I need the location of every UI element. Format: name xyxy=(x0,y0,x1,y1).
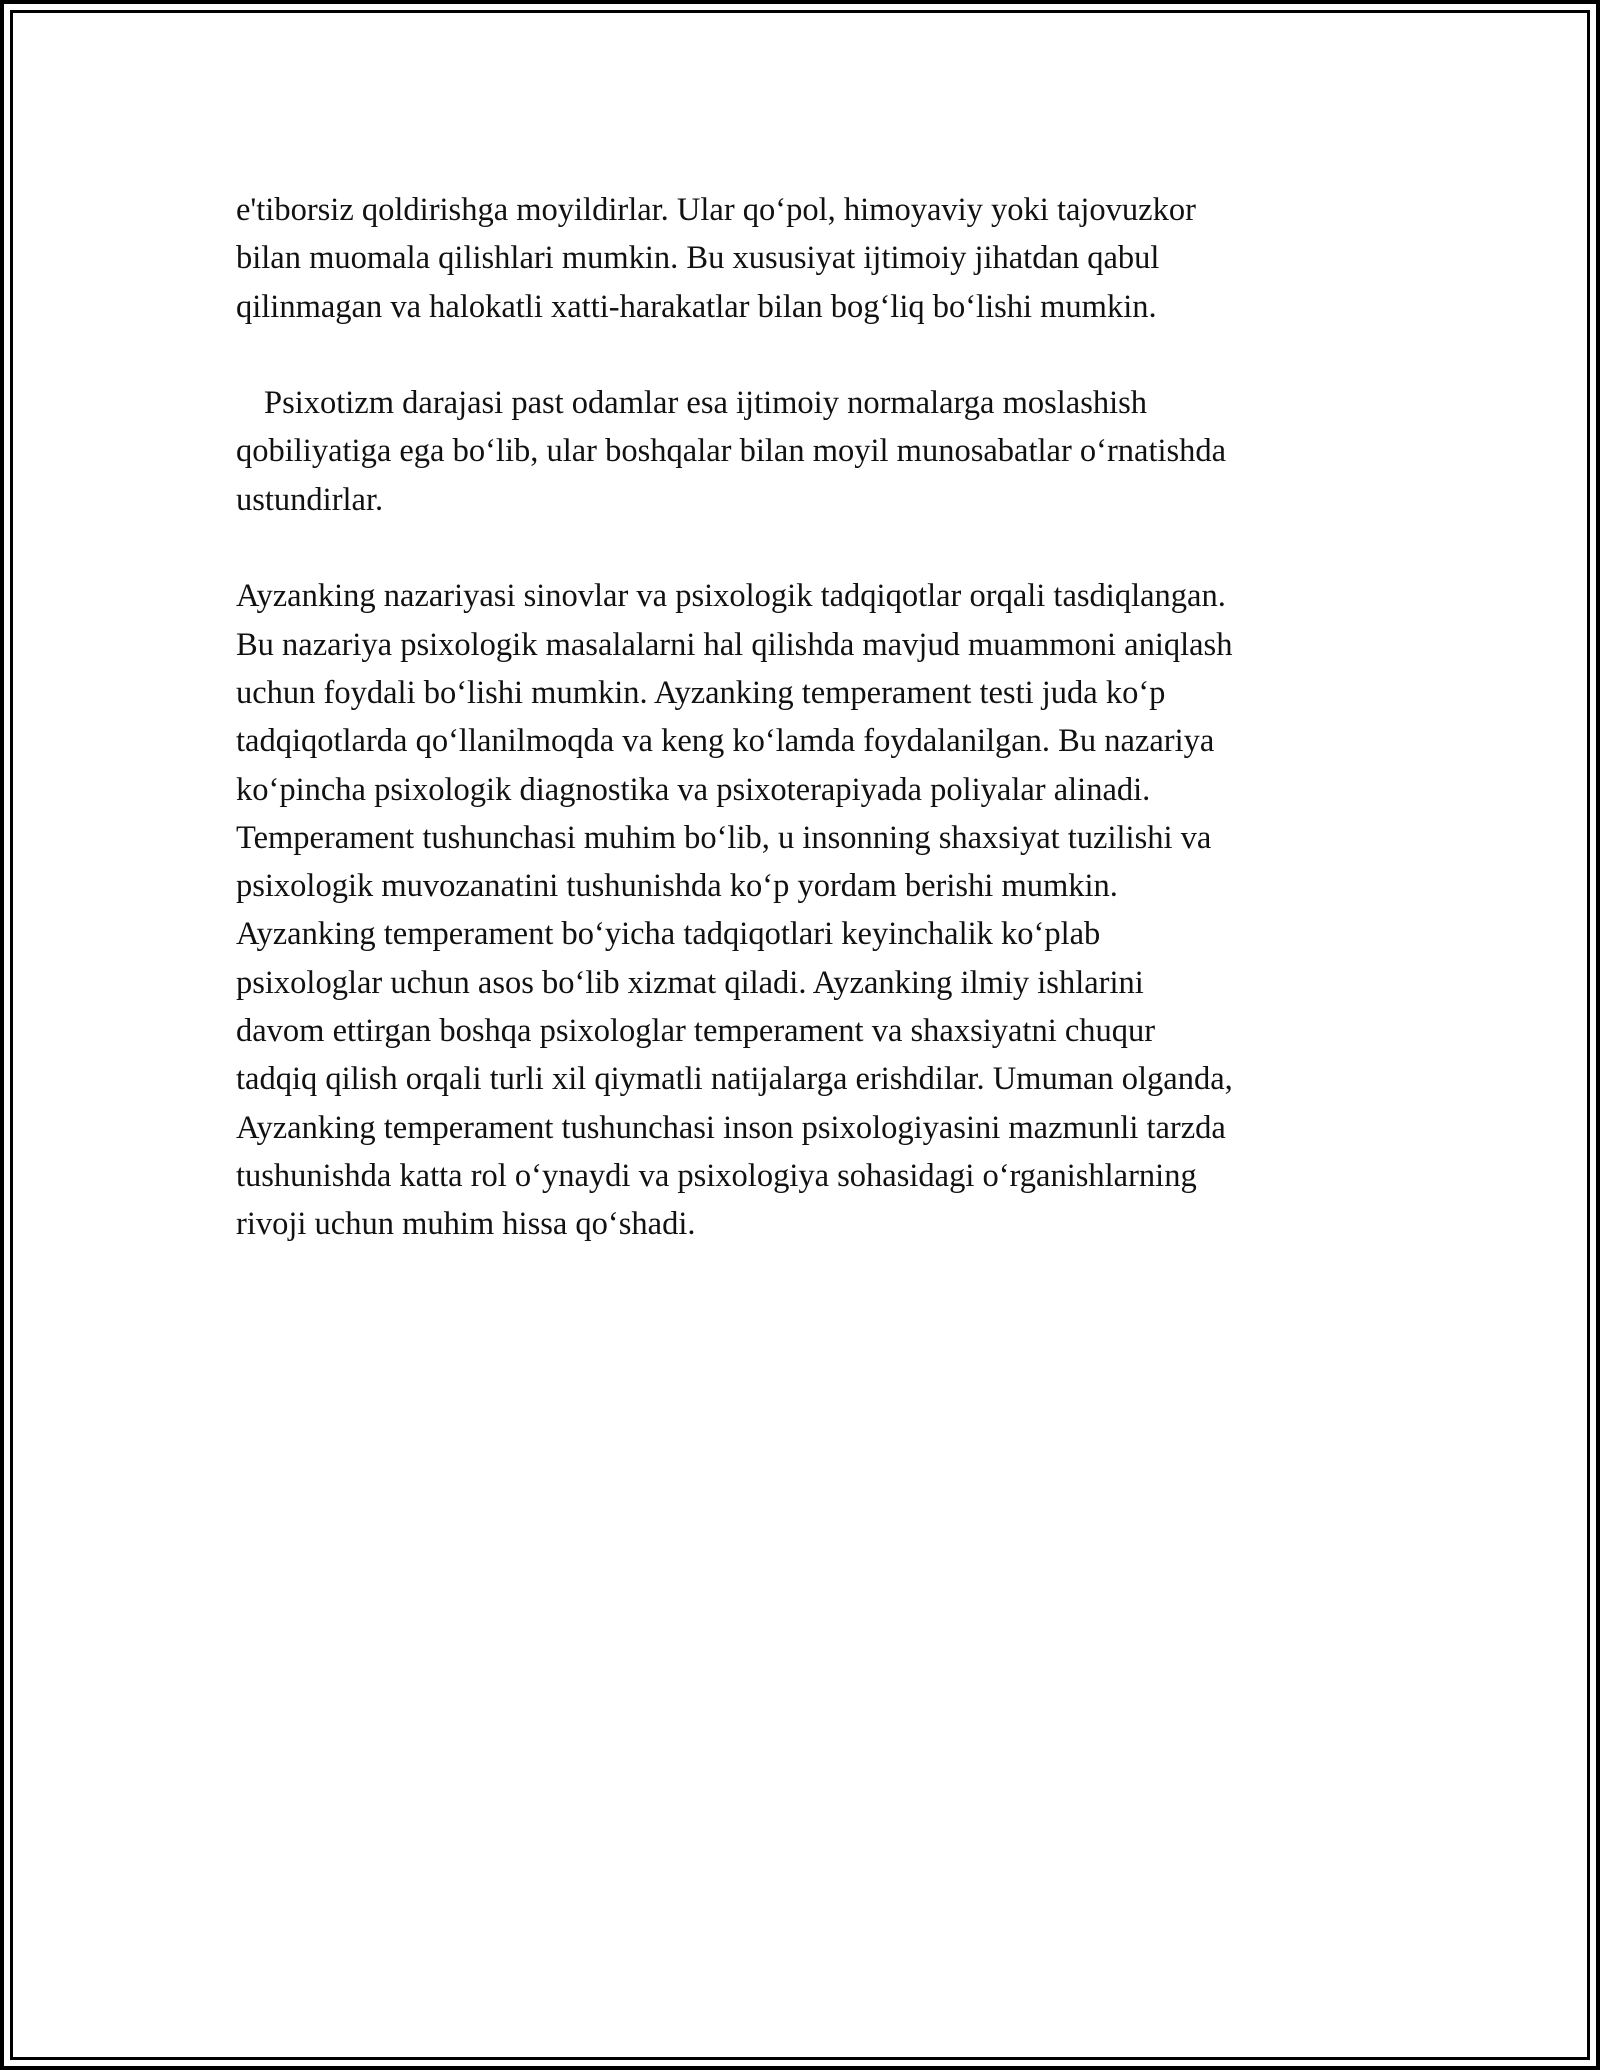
paragraph-1 xyxy=(236,186,1376,331)
text-line: uchun foydali bo‘lishi mumkin. Ayzanking temperament testi juda ko‘p xyxy=(236,674,1166,711)
paragraph-spacer xyxy=(236,331,1376,379)
text-line: ustundirlar. xyxy=(236,481,384,518)
text-line: davom ettirgan boshqa psixologlar temperament va shaxsiyatni chuqur xyxy=(236,1013,1156,1050)
text-line: Psixotizm darajasi past odamlar esa ijtimoiy normalarga moslashish xyxy=(264,385,1148,422)
paragraph-3 xyxy=(236,572,1376,1248)
text-line: psixologik muvozanatini tushunishda ko‘p yordam berishi mumkin. xyxy=(236,868,1118,905)
text-line: rivoji uchun muhim hissa qo‘shadi. xyxy=(236,1206,696,1243)
paragraph-2 xyxy=(236,379,1376,524)
text-line: Bu nazariya psixologik masalalarni hal qilishda mavjud muammoni aniqlash xyxy=(236,626,1233,663)
paragraph-spacer xyxy=(236,524,1376,572)
text-line: qobiliyatiga ega bo‘lib, ular boshqalar bilan moyil munosabatlar o‘rnatishda xyxy=(236,433,1227,470)
text-line: bilan muomala qilishlari mumkin. Bu xususiyat ijtimoiy jihatdan qabul xyxy=(236,240,1160,277)
text-line: tadqiqotlarda qo‘llanilmoqda va keng ko‘lamda foydalanilgan. Bu nazariya xyxy=(236,723,1215,760)
text-line: ko‘pincha psixologik diagnostika va psixoterapiyada poliyalar alinadi. xyxy=(236,771,1151,808)
text-line: Ayzanking temperament tushunchasi inson psixologiyasini mazmunli tarzda xyxy=(236,1109,1226,1146)
text-line: psixologlar uchun asos bo‘lib xizmat qiladi. Ayzanking ilmiy ishlarini xyxy=(236,964,1144,1001)
text-line: tushunishda katta rol o‘ynaydi va psixologiya sohasidagi o‘rganishlarning xyxy=(236,1157,1197,1194)
text-line: qilinmagan va halokatli xatti-harakatlar bilan bog‘liq bo‘lishi mumkin. xyxy=(236,288,1157,325)
text-line: Ayzanking temperament bo‘yicha tadqiqotlari keyinchalik ko‘plab xyxy=(236,916,1101,953)
text-line: tadqiq qilish orqali turli xil qiymatli natijalarga erishdilar. Umuman olganda, xyxy=(236,1061,1233,1098)
text-line: Temperament tushunchasi muhim bo‘lib, u insonning shaxsiyat tuzilishi va xyxy=(236,819,1212,856)
text-line: e'tiborsiz qoldirishga moyildirlar. Ular qo‘pol, himoyaviy yoki tajovuzkor xyxy=(236,192,1196,228)
text-line: Ayzanking nazariyasi sinovlar va psixologik tadqiqotlar orqali tasdiqlangan. xyxy=(236,578,1226,615)
document-body xyxy=(236,186,1376,1249)
